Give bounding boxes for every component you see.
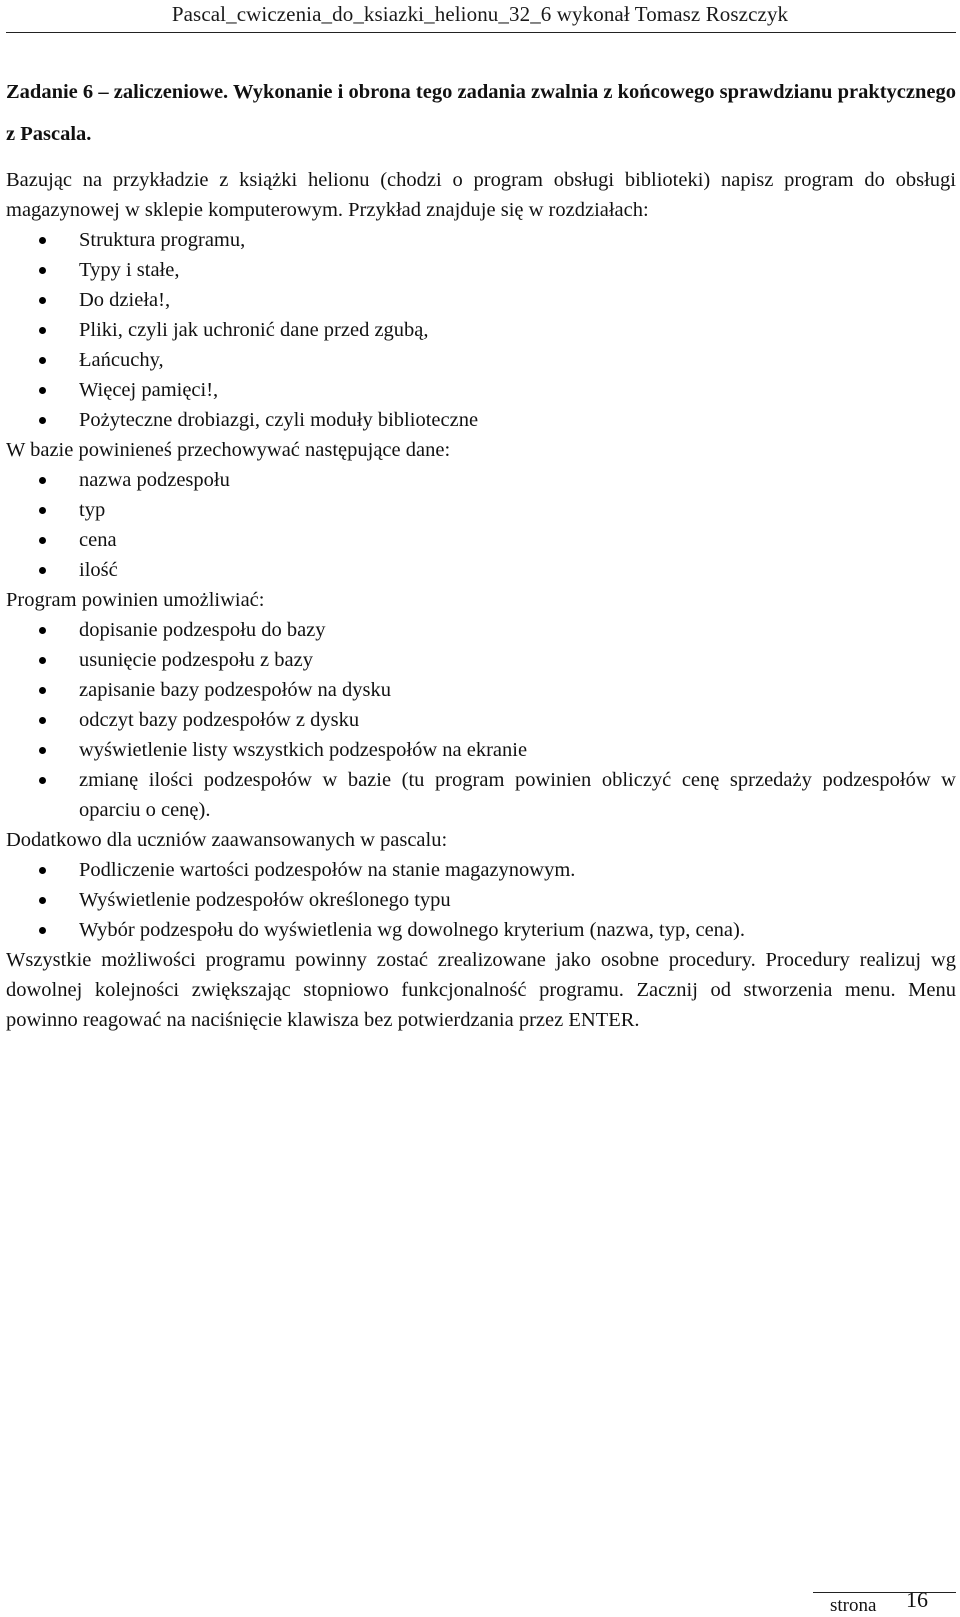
data-fields-list (6, 465, 956, 585)
list-item: Podliczenie wartości podzespołów na stanie magazynowym. (6, 855, 956, 885)
list-item: Pożyteczne drobiazgi, czyli moduły biblioteczne (6, 405, 956, 435)
bullet-icon (39, 687, 46, 694)
list-item: typ (6, 495, 956, 525)
task-content (6, 71, 956, 1035)
task-title: Zadanie 6 – zaliczeniowe. Wykonanie i obrona tego zadania zwalnia z końcowego sprawdzianu praktycznego z Pascala. (6, 81, 956, 145)
page-label: strona (830, 1595, 877, 1616)
bullet-icon (39, 897, 46, 904)
bullet-icon (39, 267, 46, 274)
footer-divider (813, 1592, 956, 1593)
bullet-icon (39, 717, 46, 724)
bullet-icon (39, 927, 46, 934)
list-item: dopisanie podzespołu do bazy (6, 615, 956, 645)
bullet-icon (39, 477, 46, 484)
list-item: Pliki, czyli jak uchronić dane przed zgubą, (6, 315, 956, 345)
list-item: odczyt bazy podzespołów z dysku (6, 705, 956, 735)
bullet-icon (39, 297, 46, 304)
features-intro: Program powinien umożliwiać: (6, 589, 265, 611)
list-item: Więcej pamięci!, (6, 375, 956, 405)
bullet-icon (39, 387, 46, 394)
bullet-icon (39, 507, 46, 514)
features-list (6, 615, 956, 825)
bullet-icon (39, 627, 46, 634)
chapters-list (6, 225, 956, 435)
list-item: Do dzieła!, (6, 285, 956, 315)
list-item: Typy i stałe, (6, 255, 956, 285)
advanced-list (6, 855, 956, 945)
page-number: 16 (906, 1587, 928, 1612)
list-item: ilość (6, 555, 956, 585)
list-item: zmianę ilości podzespołów w bazie (tu program powinien obliczyć cenę sprzedaży podzespołów w oparciu o cenę). (6, 765, 956, 825)
task-intro: Bazując na przykładzie z książki helionu (chodzi o program obsługi biblioteki) napisz program do obsługi magazynowej w sklepie komputerowym. Przykład znajduje się w rozdziałach: (6, 169, 956, 221)
bullet-icon (39, 777, 46, 784)
bullet-icon (39, 237, 46, 244)
list-item: Łańcuchy, (6, 345, 956, 375)
list-item: nazwa podzespołu (6, 465, 956, 495)
page-header: Pascal_cwiczenia_do_ksiazki_helionu_32_6 wykonał Tomasz Roszczyk (171, 2, 789, 26)
list-item: usunięcie podzespołu z bazy (6, 645, 956, 675)
list-item: Wyświetlenie podzespołów określonego typu (6, 885, 956, 915)
bullet-icon (39, 747, 46, 754)
bullet-icon (39, 867, 46, 874)
bullet-icon (39, 537, 46, 544)
data-intro: W bazie powinieneś przechowywać następujące dane: (6, 439, 451, 461)
bullet-icon (39, 357, 46, 364)
bullet-icon (39, 327, 46, 334)
list-item: cena (6, 525, 956, 555)
bullet-icon (39, 417, 46, 424)
list-item: zapisanie bazy podzespołów na dysku (6, 675, 956, 705)
advanced-intro: Dodatkowo dla uczniów zaawansowanych w pascalu: (6, 829, 448, 851)
closing-paragraph: Wszystkie możliwości programu powinny zostać zrealizowane jako osobne procedury. Procedury realizuj wg dowolnej kolejności zwiększając stopniowo funkcjonalność programu. Zacznij od stworzenia menu. Menu powinno reagować na naciśnięcie klawisza bez potwierdzania przez ENTER. (6, 949, 956, 1031)
bullet-icon (39, 657, 46, 664)
bullet-icon (39, 567, 46, 574)
list-item: wyświetlenie listy wszystkich podzespołów na ekranie (6, 735, 956, 765)
list-item: Struktura programu, (6, 225, 956, 255)
header-divider (6, 32, 956, 33)
list-item: Wybór podzespołu do wyświetlenia wg dowolnego kryterium (nazwa, typ, cena). (6, 915, 956, 945)
